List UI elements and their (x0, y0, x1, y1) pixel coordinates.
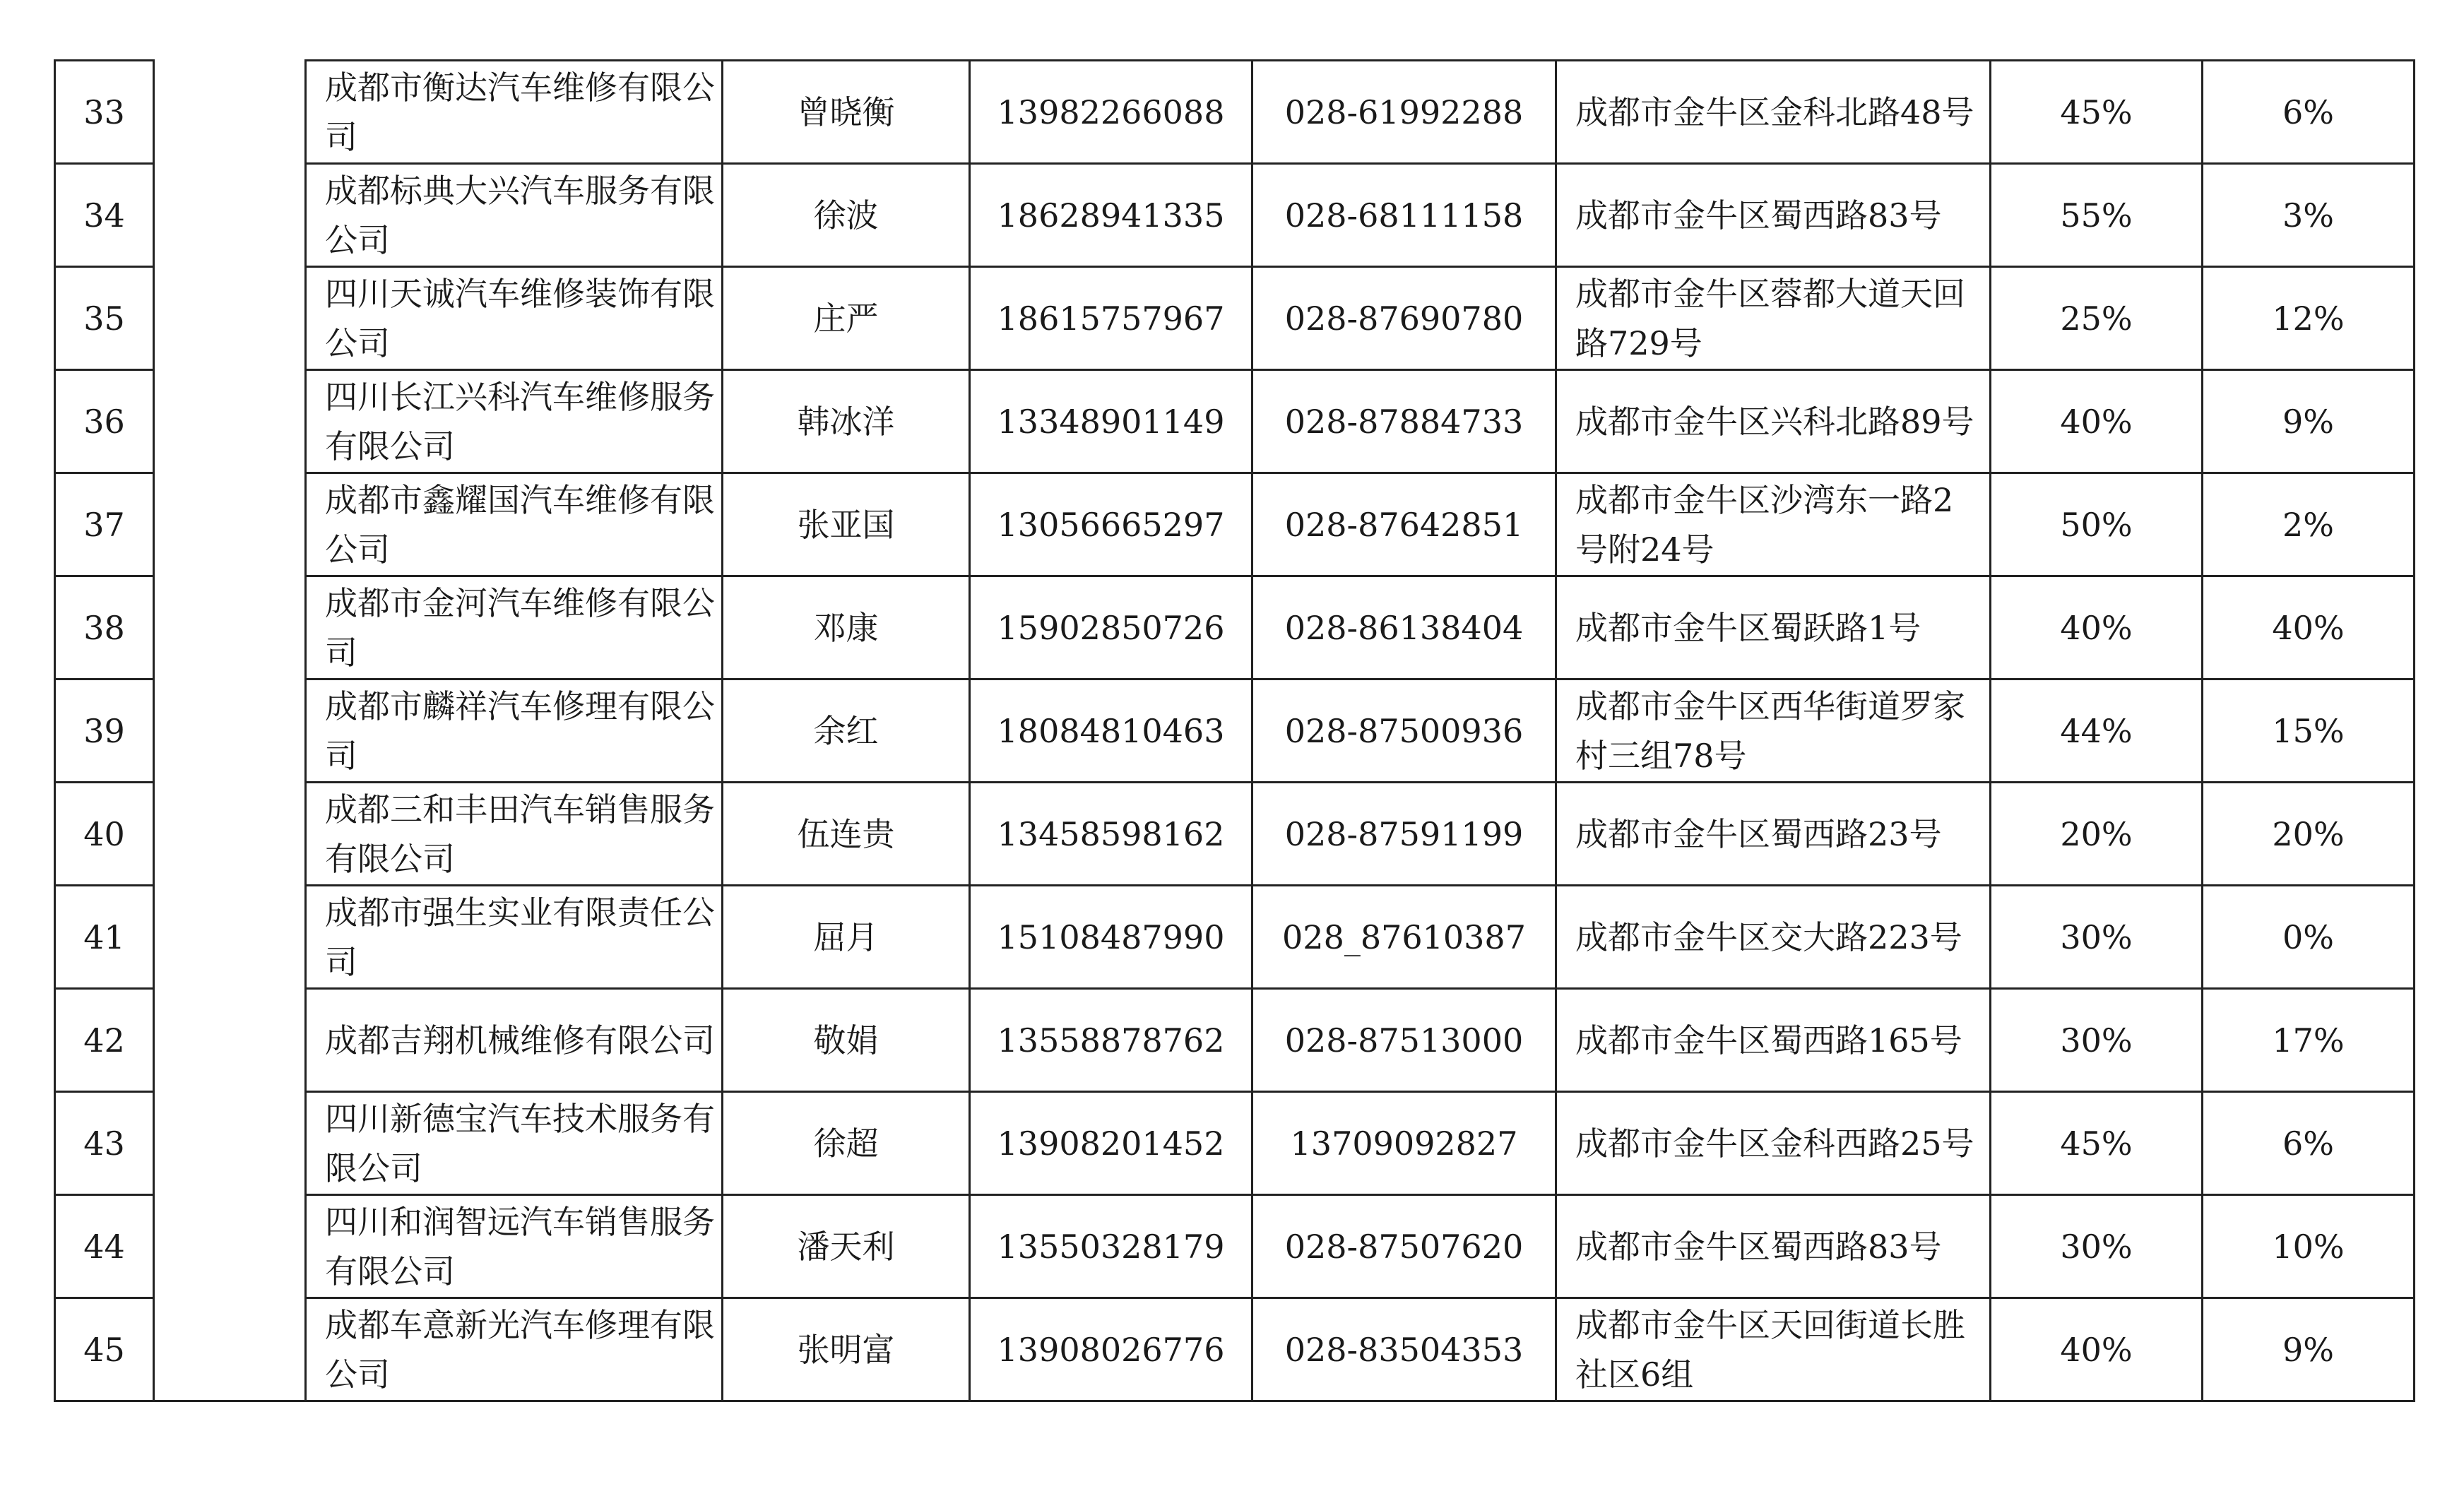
row-number: 37 (55, 473, 154, 576)
contact-person: 张亚国 (723, 473, 970, 576)
company-name: 成都三和丰田汽车销售服务有限公司 (306, 783, 723, 886)
contact-person: 徐波 (723, 164, 970, 267)
mobile-number: 18084810463 (970, 679, 1252, 783)
phone-number: 028-61992288 (1252, 61, 1556, 164)
phone-number: 028-87591199 (1252, 783, 1556, 886)
phone-number: 028-87513000 (1252, 989, 1556, 1092)
category-cell (154, 989, 306, 1092)
contact-person: 张明富 (723, 1298, 970, 1401)
address: 成都市金牛区蜀西路165号 (1556, 989, 1991, 1092)
row-number: 38 (55, 576, 154, 679)
phone-number: 028-87884733 (1252, 370, 1556, 473)
address: 成都市金牛区蜀西路83号 (1556, 164, 1991, 267)
row-number: 42 (55, 989, 154, 1092)
percentage-2: 9% (2203, 1298, 2415, 1401)
phone-number: 028-86138404 (1252, 576, 1556, 679)
mobile-number: 13908201452 (970, 1092, 1252, 1195)
phone-number: 028-87507620 (1252, 1195, 1556, 1298)
percentage-1: 45% (1991, 1092, 2203, 1195)
phone-number: 028-87500936 (1252, 679, 1556, 783)
address: 成都市金牛区沙湾东一路2号附24号 (1556, 473, 1991, 576)
percentage-2: 20% (2203, 783, 2415, 886)
row-number: 34 (55, 164, 154, 267)
percentage-2: 12% (2203, 267, 2415, 370)
percentage-2: 6% (2203, 61, 2415, 164)
table-row (55, 267, 2415, 370)
address: 成都市金牛区兴科北路89号 (1556, 370, 1991, 473)
category-cell (154, 679, 306, 783)
address: 成都市金牛区蜀西路23号 (1556, 783, 1991, 886)
percentage-2: 15% (2203, 679, 2415, 783)
table-row (55, 164, 2415, 267)
phone-number: 13709092827 (1252, 1092, 1556, 1195)
percentage-2: 9% (2203, 370, 2415, 473)
document-page (54, 59, 2415, 1402)
address: 成都市金牛区金科西路25号 (1556, 1092, 1991, 1195)
percentage-1: 44% (1991, 679, 2203, 783)
percentage-1: 30% (1991, 989, 2203, 1092)
row-number: 39 (55, 679, 154, 783)
row-number: 41 (55, 886, 154, 989)
contact-person: 邓康 (723, 576, 970, 679)
mobile-number: 13458598162 (970, 783, 1252, 886)
percentage-1: 45% (1991, 61, 2203, 164)
row-number: 35 (55, 267, 154, 370)
phone-number: 028_87610387 (1252, 886, 1556, 989)
contact-person: 潘天利 (723, 1195, 970, 1298)
row-number: 44 (55, 1195, 154, 1298)
company-name: 四川长江兴科汽车维修服务有限公司 (306, 370, 723, 473)
table-row (55, 370, 2415, 473)
mobile-number: 13908026776 (970, 1298, 1252, 1401)
percentage-1: 40% (1991, 576, 2203, 679)
mobile-number: 13056665297 (970, 473, 1252, 576)
address: 成都市金牛区天回街道长胜社区6组 (1556, 1298, 1991, 1401)
table-row (55, 886, 2415, 989)
address: 成都市金牛区交大路223号 (1556, 886, 1991, 989)
category-cell (154, 1092, 306, 1195)
phone-number: 028-87690780 (1252, 267, 1556, 370)
category-cell (154, 267, 306, 370)
company-name: 成都市强生实业有限责任公司 (306, 886, 723, 989)
mobile-number: 18628941335 (970, 164, 1252, 267)
contact-person: 屈月 (723, 886, 970, 989)
contact-person: 徐超 (723, 1092, 970, 1195)
mobile-number: 13550328179 (970, 1195, 1252, 1298)
phone-number: 028-83504353 (1252, 1298, 1556, 1401)
table-row (55, 1298, 2415, 1401)
category-cell (154, 1298, 306, 1401)
percentage-2: 40% (2203, 576, 2415, 679)
percentage-1: 30% (1991, 886, 2203, 989)
row-number: 36 (55, 370, 154, 473)
category-cell (154, 370, 306, 473)
company-name: 成都市衡达汽车维修有限公司 (306, 61, 723, 164)
category-cell (154, 473, 306, 576)
address: 成都市金牛区蜀跃路1号 (1556, 576, 1991, 679)
company-name: 成都车意新光汽车修理有限公司 (306, 1298, 723, 1401)
row-number: 45 (55, 1298, 154, 1401)
address: 成都市金牛区西华街道罗家村三组78号 (1556, 679, 1991, 783)
table-row (55, 1195, 2415, 1298)
table-row (55, 989, 2415, 1092)
address: 成都市金牛区蜀西路83号 (1556, 1195, 1991, 1298)
table-row (55, 1092, 2415, 1195)
company-name: 四川和润智远汽车销售服务有限公司 (306, 1195, 723, 1298)
contact-person: 敬娟 (723, 989, 970, 1092)
row-number: 33 (55, 61, 154, 164)
percentage-2: 6% (2203, 1092, 2415, 1195)
mobile-number: 18615757967 (970, 267, 1252, 370)
category-cell (154, 1195, 306, 1298)
category-cell (154, 576, 306, 679)
repair-shop-table (54, 59, 2415, 1402)
category-cell (154, 61, 306, 164)
mobile-number: 15108487990 (970, 886, 1252, 989)
company-name: 成都标典大兴汽车服务有限公司 (306, 164, 723, 267)
percentage-2: 17% (2203, 989, 2415, 1092)
mobile-number: 13348901149 (970, 370, 1252, 473)
company-name: 四川天诚汽车维修装饰有限公司 (306, 267, 723, 370)
company-name: 成都市麟祥汽车修理有限公司 (306, 679, 723, 783)
row-number: 40 (55, 783, 154, 886)
percentage-2: 3% (2203, 164, 2415, 267)
address: 成都市金牛区金科北路48号 (1556, 61, 1991, 164)
mobile-number: 15902850726 (970, 576, 1252, 679)
percentage-2: 2% (2203, 473, 2415, 576)
category-cell (154, 783, 306, 886)
category-cell (154, 886, 306, 989)
contact-person: 伍连贵 (723, 783, 970, 886)
phone-number: 028-87642851 (1252, 473, 1556, 576)
percentage-2: 10% (2203, 1195, 2415, 1298)
mobile-number: 13982266088 (970, 61, 1252, 164)
company-name: 成都市金河汽车维修有限公司 (306, 576, 723, 679)
company-name: 成都吉翔机械维修有限公司 (306, 989, 723, 1092)
percentage-1: 40% (1991, 1298, 2203, 1401)
category-cell (154, 164, 306, 267)
contact-person: 韩冰洋 (723, 370, 970, 473)
percentage-1: 55% (1991, 164, 2203, 267)
table-row (55, 679, 2415, 783)
row-number: 43 (55, 1092, 154, 1195)
percentage-1: 40% (1991, 370, 2203, 473)
phone-number: 028-68111158 (1252, 164, 1556, 267)
table-row (55, 783, 2415, 886)
contact-person: 曾晓衡 (723, 61, 970, 164)
table-row (55, 61, 2415, 164)
percentage-1: 20% (1991, 783, 2203, 886)
company-name: 成都市鑫耀国汽车维修有限公司 (306, 473, 723, 576)
percentage-1: 50% (1991, 473, 2203, 576)
percentage-1: 25% (1991, 267, 2203, 370)
contact-person: 余红 (723, 679, 970, 783)
table-row (55, 473, 2415, 576)
table-body (55, 61, 2415, 1401)
mobile-number: 13558878762 (970, 989, 1252, 1092)
table-row (55, 576, 2415, 679)
percentage-2: 0% (2203, 886, 2415, 989)
address: 成都市金牛区蓉都大道天回路729号 (1556, 267, 1991, 370)
company-name: 四川新德宝汽车技术服务有限公司 (306, 1092, 723, 1195)
contact-person: 庄严 (723, 267, 970, 370)
percentage-1: 30% (1991, 1195, 2203, 1298)
